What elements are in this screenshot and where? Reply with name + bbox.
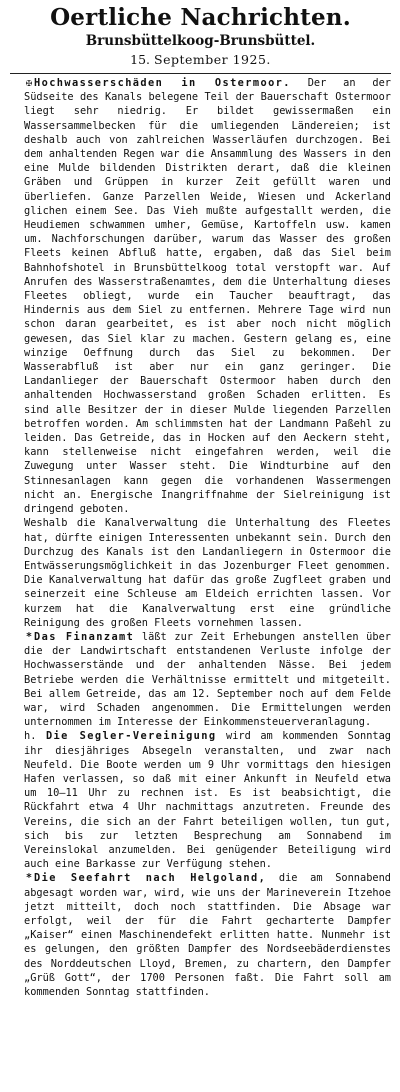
article-marker: * (25, 630, 33, 643)
article-helgoland (10, 871, 391, 999)
article-marker: * (25, 872, 33, 885)
article-text: wird am kommenden Sonntag ihr diesjähriges Absegeln veranstalten, und zwar nach Neufeld. Die Boote werden um 9 Uhr vormittags den hiesigen Hafen verlassen, so daß mit einer Ankunft in Neufeld etwa um 10—11 Uhr zu rechnen ist. Es ist beabsichtigt, die Rückfahrt etwa 4 Uhr nachmittags anzutreten. Freunde des Vereins, die sich an der Fahrt beteiligen wollen, tun gut, sich bis zur letzten Besprechung am Sonnabend im Vereinslokal anzumelden. Bei genügender Beteiligung wird auch eine Barkasse zur Verfügung stehen. (24, 730, 392, 871)
article-marker: ✠ (25, 77, 33, 89)
date-day: 15. (130, 52, 151, 67)
article-body (10, 76, 391, 999)
article-marker: h. (24, 730, 37, 743)
page-title: Oertliche Nachrichten. (50, 4, 351, 31)
article-segler (10, 729, 391, 871)
article-text: Weshalb die Kanalverwaltung die Unterhaltung des Fleetes hat, dürfte einigen Interessenten unbekannt sein. Durch den Durchzug des Kanals ist den Landanliegern in Ostermoor die Entwässerungsmöglichkeit in das Jozenburger Fleet genommen. Die Kanalverwaltung hat dafür das große Zugfleet graben und seinerzeit eine Schleuse am Eldeich errichten lassen. Vor kurzem hat die Kanalverwaltung erst eine gründliche Reinigung des großen Fleets vornehmen lassen. (24, 517, 391, 629)
article-text: die am Sonnabend abgesagt worden war, wird, wie uns der Marineverein Itzehoe jetzt mitteilt, doch noch stattfinden. Die Absage war erfolgt, weil der für die Fahrt gecharterte Dampfer „Kaiser“ einen Maschinendefekt erlitten hatte. Nunmehr ist es gelungen, den größten Dampfer des Nordseebäderdienstes des Norddeutschen Lloyd, Bremen, zu chartern, den Dampfer „Grüß Gott“, der 1700 Personen faßt. Die Fahrt soll am kommenden Sonntag stattfinden. (24, 872, 392, 998)
article-hochwasser (10, 76, 391, 516)
article-text: Der an der Südseite des Kanals belegene Teil der Bauerschaft Ostermoor liegt sehr niedrig. Er bildet gewissermaßen ein Wassersammelbecken für die umliegenden Ländereien; ist deshalb auch von zahlreichen Wasserläufen durchzogen. Bei dem anhaltenden Regen war die Ansammlung des Wassers in den eine Mulde bildenden Distrikten derart, daß die kleinen Gräben und Grüppen in kurzer Zeit gefüllt waren und überliefen. Ganze Parzellen Weide, Wiesen und Ackerland glichen einem See. Das Vieh mußte aufgestallt werden, die Heudiemen schwammen umher, Gemüse, Kartoffeln usw. kamen um. Nachforschungen darüber, warum das Wasser des großen Fleets keinen Abfluß hatte, ergaben, daß das Siel beim Bahnhofshotel in Brunsbüttelkoog total verstopft war. Auf Anrufen des Wasserstraßenamtes, dem die Unterhaltung dieses Fleetes obliegt, wurde ein Taucher beauftragt, das Hindernis aus dem Siel zu entfernen. Mehrere Tage wird nun schon daran gearbeitet, es ist aber noch nicht möglich gewesen, das Siel klar zu machen. Gestern gelang es, eine winzige Oeffnung durch das Siel zu bekommen. Der Wasserabfluß ist aber nur ein ganz geringer. Die Landanlieger der Bauerschaft Ostermoor haben durch den anhaltenden Hochwasserstand großen Schaden erlitten. Es sind alle Besitzer der in dieser Mulde liegenden Parzellen betroffen worden. Am schlimmsten hat der Landmann Paßehl zu leiden. Das Getreide, das in Hocken auf den Aeckern steht, kann stellenweise nicht eingefahren werden, weil die Zuwegung unter Wasser steht. Die Windturbine auf den Stinnesanlagen kann gegen die vorhandenen Wassermengen nicht an. Energische Inangriffnahme der Sielreinigung ist dringend geboten. (24, 77, 391, 516)
article-headline: Das Finanzamt (34, 630, 135, 643)
article-headline: Die Segler-Vereinigung (45, 730, 217, 743)
header-divider (10, 73, 391, 74)
article-hochwasser-continued (10, 516, 391, 630)
section-subtitle: Brunsbüttelkoog-Brunsbüttel. (85, 33, 316, 49)
dateline (10, 52, 391, 68)
date-month-year: September 1925. (154, 52, 271, 67)
article-headline: Die Seefahrt nach Helgoland, (34, 872, 267, 885)
masthead (10, 4, 391, 68)
article-finanzamt (10, 630, 391, 729)
article-text: läßt zur Zeit Erhebungen anstellen über die der Landwirtschaft entstandenen Verluste infolge der Hochwasserstände und der anhaltenden Nässe. Bei jedem Betriebe werden die Verhältnisse ermittelt und mitgeteilt. Bei allem Getreide, das am 12. September noch auf dem Felde war, wird Schaden angenommen. Die Ermittelungen werden unternommen im Interesse der Einkommensteuerveranlagung. (24, 630, 391, 729)
article-headline: Hochwasserschäden in Ostermoor. (34, 77, 291, 89)
